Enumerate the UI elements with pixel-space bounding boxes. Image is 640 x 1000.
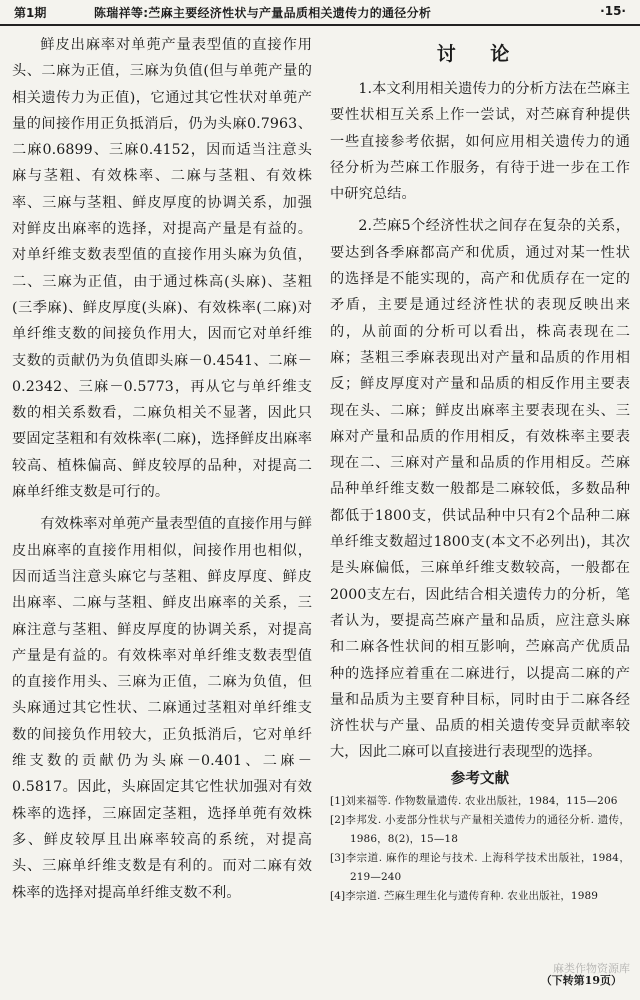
page-number: ·15·	[600, 4, 626, 18]
discussion-paragraph: 1.本文利用相关遗传力的分析方法在苎麻主要性状相互关系上作一尝试，对苎麻育种提供一些直接参考依据，如何应用相关遗传力的通径分析为苎麻工作服务，有待于进一步在工作中研究总结。	[330, 81, 630, 203]
references-title: 参考文献	[450, 770, 510, 787]
reference-item: [4]李宗道. 苎麻生理生化与遗传育种. 农业出版社，1989	[330, 889, 599, 902]
running-title: 陈瑞祥等:苎麻主要经济性状与产量品质相关遗传力的通径分析	[94, 6, 432, 20]
section-title-discussion: 讨 论	[436, 43, 524, 65]
reference-item: [3]李宗道. 麻作的理论与技术. 上海科学技术出版社，1984，219—240	[330, 851, 630, 883]
body-paragraph: 鲜皮出麻率对单蔸产量表型值的直接作用头、二麻为正值，三麻为负值(但与单蔸产量的相关遗传力为正值)，它通过其它性状对单蔸产量的间接作用正负抵消后，仍为头麻0.7963、二麻0.6899、三麻0.4152，因而适当注意头麻与茎粗、有效株率、二麻与茎粗、有效株率、三麻与茎粗、鲜皮厚度的协调关系，加强对鲜皮出麻率的选择，对提高产量是有益的。对单纤维支数表型值的直接作用头麻为负值，二、三麻为正值，由于通过株高(头麻)、茎粗(三季麻)、鲜皮厚度(头麻)、有效株率(二麻)对单纤维支数的间接负作用大，因而它对单纤维支数的贡献仍为负值即头麻－0.4541、二麻－0.2342、三麻－0.5773，再从它与单纤维支数的相关系数看，二麻负相关不显著，因此只要固定茎粗和有效株率(二麻)，选择鲜皮出麻率较高、植株偏高、鲜皮较厚的品种，对提高二麻单纤维支数是可行的。	[12, 37, 312, 501]
discussion-paragraph: 2.苎麻5个经济性状之间存在复杂的关系，要达到各季麻都高产和优质，通过对某一性状的选择是不能实现的，高产和优质存在一定的矛盾，主要是通过经济性状的表现反映出来的，从前面的分析可以看出，株高表现在二麻；茎粗三季麻表现出对产量和品质的作用相反；鲜皮厚度对产量和品质的相反作用主要表现在头、二麻；鲜皮出麻率主要表现在头、三麻对产量和品质的作用相反，有效株率主要表现在二、三麻对产量和品质的作用相反。苎麻品种单纤维支数一般都是二麻较低，多数品种都低于1800支，供试品种中只有2个品种二麻单纤维支数超过1800支(本文不必列出)，其次是头麻偏低，三麻单纤维支数较高，一般都在2000支左右，因此结合相关遗传力的分析，笔者认为，要提高苎麻产量和品质，应注意头麻和二麻各性状间的相互影响，苎麻高产优质品种的选择应着重在二麻进行，以提高二麻的产量和品质为主要育种目标，同时由于二麻各经济性状与产量、品质的相关遗传变异贡献率较大，因此二麻可以直接进行表现型的选择。	[330, 218, 630, 761]
body-paragraph: 有效株率对单蔸产量表型值的直接作用与鲜皮出麻率的直接作用相似，间接作用也相似，因而适当注意头麻它与茎粗、鲜皮厚度、鲜皮出麻率、二麻与茎粗、鲜皮出麻率的关系，三麻注意与茎粗、鲜皮厚度的协调关系，对提高产量是有益的。有效株率对单纤维支数表型值的直接作用头、三麻为正值，二麻为负值，但头麻通过其它性状、二麻通过茎粗对单纤维支数的间接负作用较大，正负抵消后，它对单纤维支数的贡献仍为头麻－0.401、二麻－0.5817。因此，头麻固定其它性状加强对有效株率的选择，三麻固定茎粗，选择单蔸有效株多、鲜皮较厚且出麻率较高的系统，对提高头、三麻单纤维支数是有利的。而对二麻有效株率的选择对提高单纤维支数不利。	[12, 516, 312, 901]
reference-list	[330, 792, 630, 906]
watermark-text: 麻类作物资源库	[553, 962, 630, 975]
reference-item: [2]李邦发. 小麦部分性状与产量相关遗传力的通径分析. 遗传，1986，8(2)，15—18	[330, 813, 630, 845]
running-header	[0, 0, 640, 26]
right-column	[330, 34, 630, 906]
issue-number: 第1期	[14, 6, 47, 20]
continued-note: （下转第19页）	[540, 974, 622, 987]
reference-item: [1]刘来福等. 作物数量遗传. 农业出版社，1984，115—206	[330, 794, 618, 807]
left-column	[12, 32, 312, 906]
